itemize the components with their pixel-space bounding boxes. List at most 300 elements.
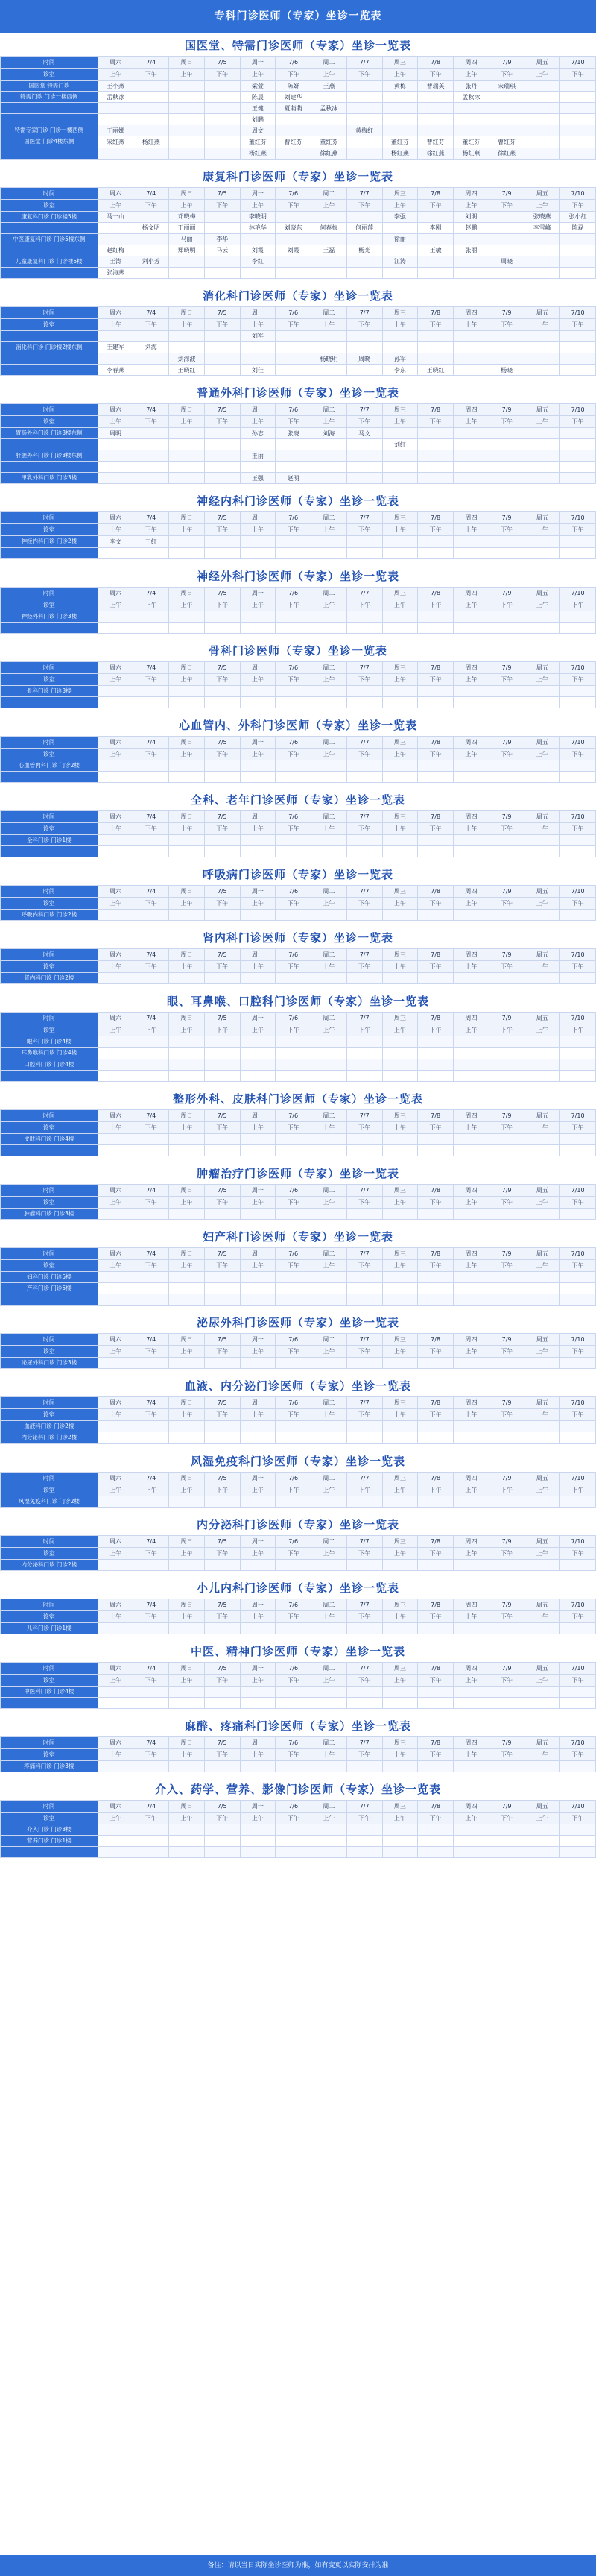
doctor-cell (382, 222, 418, 233)
doctor-cell (204, 1036, 240, 1048)
ampm-header: 上午 (453, 1121, 489, 1133)
day-header: 7/10 (560, 512, 596, 524)
doctor-cell (169, 1283, 205, 1294)
doctor-cell (346, 1559, 382, 1570)
room-header: 诊室 (1, 1749, 98, 1761)
ampm-header: 上午 (453, 1749, 489, 1761)
doctor-cell (133, 910, 169, 921)
ampm-header: 上午 (382, 1484, 418, 1496)
doctor-cell (98, 1144, 133, 1156)
day-header: 周日 (169, 1535, 205, 1547)
doctor-cell (169, 1847, 205, 1858)
day-header: 7/9 (489, 1599, 524, 1610)
day-header: 周日 (169, 1013, 205, 1024)
day-header: 周日 (169, 57, 205, 69)
day-header: 周一 (240, 886, 276, 898)
doctor-cell (560, 1048, 596, 1059)
doctor-cell: 李春燕 (98, 365, 133, 376)
doctor-cell (276, 696, 311, 708)
doctor-cell (346, 1133, 382, 1144)
day-header: 周日 (169, 1737, 205, 1749)
doctor-cell (418, 267, 454, 278)
day-header: 周二 (311, 1397, 347, 1409)
ampm-header: 下午 (204, 1484, 240, 1496)
day-header: 7/10 (560, 404, 596, 416)
doctor-cell (418, 547, 454, 558)
doctor-cell (524, 696, 560, 708)
doctor-cell (524, 1698, 560, 1709)
day-header: 周二 (311, 810, 347, 822)
day-header: 周五 (524, 661, 560, 673)
day-header: 周三 (382, 1801, 418, 1813)
ampm-header: 上午 (453, 1259, 489, 1271)
doctor-cell (133, 771, 169, 782)
doctor-cell (311, 611, 347, 622)
roster-section (0, 1161, 596, 1220)
doctor-cell (382, 462, 418, 473)
doctor-cell (98, 1271, 133, 1282)
doctor-cell (524, 910, 560, 921)
doctor-cell (311, 696, 347, 708)
day-header: 周三 (382, 1013, 418, 1024)
day-header: 7/9 (489, 1472, 524, 1484)
ampm-header: 下午 (560, 1196, 596, 1208)
doctor-cell (133, 685, 169, 696)
ampm-header: 上午 (240, 318, 276, 330)
day-header: 7/5 (204, 1013, 240, 1024)
doctor-cell (489, 834, 524, 845)
doctor-cell (276, 547, 311, 558)
doctor-cell: 王晓红 (418, 365, 454, 376)
doctor-cell (418, 353, 454, 365)
doctor-cell (382, 622, 418, 633)
doctor-cell (560, 1622, 596, 1634)
doctor-cell (524, 1358, 560, 1369)
table-row (1, 611, 596, 622)
page-title: 专科门诊医师（专家）坐诊一览表 (0, 0, 596, 33)
section-title: 小儿内科门诊医师（专家）坐诊一览表 (196, 1581, 399, 1595)
day-header: 周日 (169, 1334, 205, 1346)
ampm-header: 上午 (240, 1610, 276, 1622)
ampm-header: 下午 (204, 318, 240, 330)
doctor-cell (489, 428, 524, 439)
day-header: 周一 (240, 736, 276, 748)
doctor-cell (418, 473, 454, 484)
ampm-header: 下午 (133, 748, 169, 760)
ampm-header: 下午 (276, 748, 311, 760)
doctor-cell (133, 1144, 169, 1156)
time-header: 时间 (1, 187, 98, 199)
doctor-cell (346, 685, 382, 696)
day-header: 周一 (240, 1599, 276, 1610)
ampm-header: 上午 (311, 1196, 347, 1208)
doctor-cell (133, 92, 169, 103)
ampm-header: 下午 (346, 1196, 382, 1208)
ampm-header: 下午 (204, 673, 240, 685)
day-header: 7/6 (276, 736, 311, 748)
ampm-header: 下午 (489, 961, 524, 973)
doctor-cell (204, 973, 240, 984)
ampm-header: 上午 (240, 822, 276, 834)
doctor-cell: 李红 (240, 256, 276, 267)
ampm-header: 下午 (204, 524, 240, 536)
doctor-cell (276, 611, 311, 622)
table-row (1, 256, 596, 267)
doctor-cell (133, 1208, 169, 1219)
doctor-cell (524, 1048, 560, 1059)
doctor-cell (418, 1059, 454, 1070)
section-title: 风湿免疫科门诊医师（专家）坐诊一览表 (190, 1454, 405, 1468)
doctor-cell (346, 1144, 382, 1156)
doctor-cell (204, 330, 240, 341)
day-header: 周五 (524, 1109, 560, 1121)
time-header: 时间 (1, 949, 98, 961)
day-header: 周四 (453, 661, 489, 673)
doctor-cell (418, 760, 454, 771)
doctor-cell: 杨文明 (133, 222, 169, 233)
doctor-cell: 刘军 (240, 330, 276, 341)
roster-section (0, 1639, 596, 1709)
doctor-cell (453, 622, 489, 633)
ampm-header: 下午 (133, 69, 169, 81)
day-header: 7/5 (204, 187, 240, 199)
doctor-cell (204, 267, 240, 278)
doctor-cell (382, 245, 418, 256)
doctor-cell (560, 148, 596, 159)
doctor-cell (169, 1432, 205, 1443)
day-header: 7/9 (489, 1013, 524, 1024)
doctor-cell (133, 1036, 169, 1048)
room-label: 耳鼻喉科门诊 门诊4楼 (1, 1048, 98, 1059)
doctor-cell (276, 1836, 311, 1847)
ampm-header: 下午 (204, 1409, 240, 1421)
day-header: 7/8 (418, 1801, 454, 1813)
day-header: 周四 (453, 1662, 489, 1674)
doctor-cell: 刘明 (453, 211, 489, 222)
day-header: 周三 (382, 1472, 418, 1484)
doctor-cell: 孟秋冰 (453, 92, 489, 103)
ampm-header: 下午 (204, 69, 240, 81)
doctor-cell (560, 1686, 596, 1697)
doctor-cell (524, 1559, 560, 1570)
doctor-cell: 张小红 (560, 211, 596, 222)
day-header: 7/8 (418, 736, 454, 748)
day-header: 7/7 (346, 1109, 382, 1121)
schedule-table (0, 1736, 596, 1772)
ampm-header: 下午 (418, 69, 454, 81)
doctor-cell (489, 1048, 524, 1059)
ampm-header: 下午 (489, 1813, 524, 1824)
doctor-cell (524, 1283, 560, 1294)
doctor-cell (560, 1036, 596, 1048)
day-header: 7/6 (276, 512, 311, 524)
schedule-table (0, 403, 596, 484)
day-header: 周日 (169, 512, 205, 524)
doctor-cell (311, 1698, 347, 1709)
doctor-cell (524, 439, 560, 450)
day-header: 周三 (382, 1599, 418, 1610)
ampm-header: 下午 (418, 961, 454, 973)
doctor-cell (98, 439, 133, 450)
ampm-header: 上午 (169, 199, 205, 211)
room-label (1, 365, 98, 376)
ampm-header: 上午 (453, 1484, 489, 1496)
room-label (1, 846, 98, 857)
doctor-cell (418, 1133, 454, 1144)
doctor-cell: 李文 (98, 536, 133, 547)
doctor-cell: 李东 (382, 365, 418, 376)
doctor-cell (560, 439, 596, 450)
day-header: 7/5 (204, 661, 240, 673)
day-header: 周一 (240, 949, 276, 961)
ampm-header: 上午 (382, 524, 418, 536)
day-header: 周二 (311, 661, 347, 673)
schedule-table (0, 1662, 596, 1709)
ampm-header: 下午 (133, 1346, 169, 1358)
ampm-header: 下午 (276, 1749, 311, 1761)
ampm-header: 下午 (204, 1610, 240, 1622)
doctor-cell (382, 1208, 418, 1219)
ampm-header: 下午 (346, 318, 382, 330)
doctor-cell (489, 1208, 524, 1219)
doctor-cell (169, 771, 205, 782)
doctor-cell (418, 1432, 454, 1443)
doctor-cell (311, 1432, 347, 1443)
doctor-cell (133, 103, 169, 114)
day-header: 7/10 (560, 587, 596, 599)
doctor-cell (98, 547, 133, 558)
ampm-header: 上午 (524, 961, 560, 973)
doctor-cell (169, 1496, 205, 1507)
ampm-header: 上午 (524, 1610, 560, 1622)
ampm-header: 上午 (169, 524, 205, 536)
doctor-cell (133, 760, 169, 771)
room-label (1, 1847, 98, 1858)
doctor-cell (560, 330, 596, 341)
ampm-header: 下午 (418, 1259, 454, 1271)
room-label: 肿瘤科门诊 门诊3楼 (1, 1208, 98, 1219)
schedule-table (0, 306, 596, 376)
ampm-header: 上午 (453, 1409, 489, 1421)
ampm-header: 上午 (311, 599, 347, 611)
ampm-header: 下午 (346, 69, 382, 81)
doctor-cell (311, 233, 347, 245)
day-header: 7/4 (133, 1334, 169, 1346)
doctor-cell (418, 973, 454, 984)
doctor-cell: 刘佳 (240, 365, 276, 376)
doctor-cell (169, 696, 205, 708)
day-header: 7/4 (133, 1737, 169, 1749)
day-header: 周五 (524, 810, 560, 822)
day-header: 7/10 (560, 886, 596, 898)
table-row (1, 233, 596, 245)
day-header: 7/8 (418, 306, 454, 318)
doctor-cell (204, 1144, 240, 1156)
ampm-header: 下午 (133, 822, 169, 834)
doctor-cell (276, 536, 311, 547)
doctor-cell (489, 450, 524, 462)
day-header: 7/9 (489, 1184, 524, 1196)
doctor-cell (276, 1421, 311, 1432)
doctor-cell (524, 973, 560, 984)
schedule-table (0, 1333, 596, 1369)
doctor-cell (453, 760, 489, 771)
day-header: 周四 (453, 1737, 489, 1749)
day-header: 周六 (98, 736, 133, 748)
doctor-cell (311, 1836, 347, 1847)
doctor-cell (276, 1036, 311, 1048)
doctor-cell: 刘霞 (276, 245, 311, 256)
table-row (1, 148, 596, 159)
day-header: 周六 (98, 810, 133, 822)
doctor-cell (133, 125, 169, 136)
day-header: 周四 (453, 886, 489, 898)
doctor-cell (382, 1144, 418, 1156)
doctor-cell (382, 92, 418, 103)
section-title: 康复科门诊医师（专家）坐诊一览表 (202, 169, 393, 183)
table-row (1, 771, 596, 782)
day-header: 周六 (98, 57, 133, 69)
time-header: 时间 (1, 1599, 98, 1610)
doctor-cell (311, 1294, 347, 1306)
doctor-cell (98, 1847, 133, 1858)
day-header: 7/4 (133, 512, 169, 524)
doctor-cell: 董红芬 (240, 136, 276, 148)
ampm-header: 下午 (489, 1121, 524, 1133)
doctor-cell (382, 125, 418, 136)
doctor-cell (204, 256, 240, 267)
day-header: 周二 (311, 949, 347, 961)
doctor-cell (276, 1432, 311, 1443)
doctor-cell (98, 330, 133, 341)
ampm-header: 上午 (311, 1547, 347, 1559)
room-header: 诊室 (1, 1547, 98, 1559)
ampm-header: 下午 (560, 1024, 596, 1036)
doctor-cell (524, 622, 560, 633)
doctor-cell (524, 1036, 560, 1048)
doctor-cell (346, 1622, 382, 1634)
room-label: 全科门诊 门诊1楼 (1, 834, 98, 845)
doctor-cell (169, 330, 205, 341)
ampm-header: 上午 (382, 1409, 418, 1421)
doctor-cell (276, 760, 311, 771)
doctor-cell: 马文 (346, 428, 382, 439)
doctor-cell: 刘鹏 (240, 114, 276, 125)
day-header: 7/8 (418, 810, 454, 822)
day-header: 周六 (98, 1184, 133, 1196)
doctor-cell (560, 834, 596, 845)
day-header: 周二 (311, 306, 347, 318)
doctor-cell (133, 1559, 169, 1570)
doctor-cell (560, 245, 596, 256)
doctor-cell (524, 353, 560, 365)
doctor-cell (133, 148, 169, 159)
ampm-header: 下午 (276, 822, 311, 834)
ampm-header: 上午 (169, 1121, 205, 1133)
day-header: 周五 (524, 57, 560, 69)
schedule-table (0, 1599, 596, 1634)
day-header: 周二 (311, 1801, 347, 1813)
ampm-header: 上午 (311, 1024, 347, 1036)
doctor-cell (418, 685, 454, 696)
doctor-cell (276, 1271, 311, 1282)
doctor-cell: 江涛 (382, 256, 418, 267)
doctor-cell (276, 233, 311, 245)
ampm-header: 上午 (311, 1121, 347, 1133)
doctor-cell (489, 353, 524, 365)
room-label: 内分泌科门诊 门诊2楼 (1, 1432, 98, 1443)
day-header: 周三 (382, 1334, 418, 1346)
doctor-cell (276, 846, 311, 857)
day-header: 周日 (169, 1247, 205, 1259)
doctor-cell (489, 341, 524, 353)
doctor-cell: 王建军 (98, 341, 133, 353)
ampm-header: 下午 (276, 1121, 311, 1133)
doctor-cell (524, 685, 560, 696)
ampm-header: 下午 (489, 318, 524, 330)
schedule-table (0, 810, 596, 857)
day-header: 7/4 (133, 810, 169, 822)
schedule-table (0, 661, 596, 708)
room-header: 诊室 (1, 748, 98, 760)
day-header: 7/4 (133, 57, 169, 69)
ampm-header: 上午 (524, 1749, 560, 1761)
doctor-cell: 马云 (204, 245, 240, 256)
doctor-cell (311, 1824, 347, 1836)
doctor-cell (560, 1283, 596, 1294)
ampm-header: 上午 (382, 1610, 418, 1622)
ampm-header: 下午 (418, 1196, 454, 1208)
doctor-cell: 杨红燕 (133, 136, 169, 148)
ampm-header: 上午 (240, 1547, 276, 1559)
doctor-cell (418, 114, 454, 125)
day-header: 7/10 (560, 1737, 596, 1749)
doctor-cell (240, 1036, 276, 1048)
doctor-cell (98, 1622, 133, 1634)
doctor-cell (418, 428, 454, 439)
ampm-header: 下午 (133, 318, 169, 330)
day-header: 周五 (524, 1247, 560, 1259)
doctor-cell (276, 1059, 311, 1070)
doctor-cell (311, 760, 347, 771)
doctor-cell (382, 611, 418, 622)
day-header: 7/6 (276, 949, 311, 961)
day-header: 周四 (453, 1599, 489, 1610)
day-header: 7/9 (489, 810, 524, 822)
doctor-cell (240, 1271, 276, 1282)
doctor-cell (560, 1059, 596, 1070)
doctor-cell (276, 1048, 311, 1059)
doctor-cell (346, 92, 382, 103)
doctor-cell: 杨红燕 (240, 148, 276, 159)
roster-section (0, 1512, 596, 1571)
room-label (1, 439, 98, 450)
ampm-header: 上午 (98, 1409, 133, 1421)
room-header: 诊室 (1, 1813, 98, 1824)
doctor-cell (276, 1144, 311, 1156)
ampm-header: 上午 (382, 69, 418, 81)
table-row (1, 1559, 596, 1570)
doctor-cell (204, 611, 240, 622)
day-header: 7/8 (418, 1737, 454, 1749)
day-header: 周一 (240, 1013, 276, 1024)
doctor-cell (560, 114, 596, 125)
ampm-header: 上午 (382, 318, 418, 330)
doctor-cell: 曹红芬 (276, 136, 311, 148)
doctor-cell (382, 1761, 418, 1772)
doctor-cell (453, 330, 489, 341)
day-header: 7/4 (133, 1013, 169, 1024)
